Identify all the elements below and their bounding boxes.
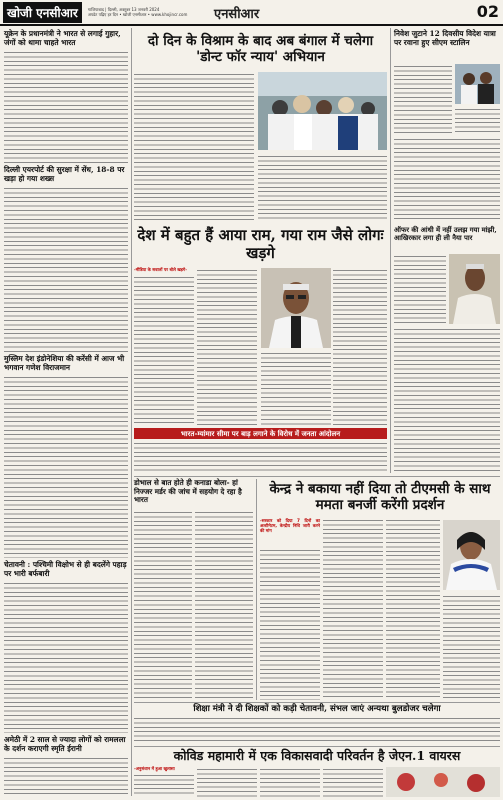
column-rule <box>256 479 257 700</box>
tmc-tag-block <box>260 518 320 533</box>
article-body <box>333 268 387 425</box>
article-body <box>323 518 383 700</box>
article-body <box>197 767 257 797</box>
strip-headline-bar <box>134 428 387 439</box>
virus-photo-image <box>386 767 500 797</box>
article-body <box>195 510 253 700</box>
virus-photo <box>386 767 500 797</box>
article-body <box>4 581 128 733</box>
article-snow <box>4 561 128 579</box>
kharge-photo-image <box>261 268 331 348</box>
row-rule <box>134 746 500 747</box>
article-body <box>260 548 320 700</box>
column-rule <box>131 28 132 796</box>
article-body <box>394 64 452 134</box>
section-title: एनसीआर <box>214 7 260 22</box>
main-headline: दो दिन के विश्राम के बाद अब बंगाल में चलेगा 'डोन्ट फॉर न्याय' अभियान <box>147 33 374 66</box>
article-stalin <box>394 30 500 48</box>
column-rule <box>390 28 391 473</box>
article-amethi <box>4 736 128 754</box>
headline: मुस्लिम देश इंडोनेशिया की करेंसी में आज भी भगवान गणेश विराजमान <box>4 354 125 372</box>
strip-headline: भारत-म्यांमार सीमा पर बाड़ लगाने के विरोध में जनता आंदोलन <box>180 429 341 438</box>
byline: -मीडिया के सवालों पर बोले खड़गे- <box>134 267 188 272</box>
article-teachers <box>134 704 500 714</box>
article-covid <box>134 748 500 763</box>
article-body <box>134 441 387 473</box>
rally-photo <box>258 72 387 150</box>
article-nyay-yatra <box>134 33 387 65</box>
article-kharge <box>134 226 387 262</box>
article-body <box>4 756 128 796</box>
covid-headline: कोविड महामारी में एक विकासवादी परिवर्तन है जेएन.1 वायरस <box>173 748 461 763</box>
rally-photo-image <box>258 72 387 150</box>
mamata-photo <box>443 520 500 590</box>
article-body <box>134 72 254 220</box>
article-body <box>260 767 320 797</box>
article-body <box>134 716 500 744</box>
article-airport <box>4 166 128 184</box>
tmc-headline: केन्द्र ने बकाया नहीं दिया तो टीएमसी के साथ ममता बनर्जी करेंगी प्रदर्शन <box>269 481 491 514</box>
article-body <box>323 767 383 797</box>
article-body <box>134 275 194 425</box>
teacher-headline: शिक्षा मंत्री ने दी शिक्षकों को कड़ी चेतावनी, संभल जाएं अन्यथा बुलडोजर चलेगा <box>193 704 441 714</box>
covid-tag-block <box>134 767 194 771</box>
article-body <box>258 154 387 220</box>
logo: खोजी एनसीआर <box>3 2 82 23</box>
headline: अमेठी में 2 साल से ज्यादा लोगों को रामलला के दर्शन कराएगी स्मृति ईरानी <box>4 735 126 753</box>
article-ukraine <box>4 30 128 48</box>
article-body <box>394 137 500 222</box>
row-rule <box>134 702 500 703</box>
date-line: गाजियाबाद | दिल्ली, अक्टूबर 13 जनवरी 2024 <box>87 7 160 12</box>
article-indonesia <box>4 355 128 373</box>
covid-tag: -अनुसंधान में हुआ खुलासा <box>134 766 175 771</box>
kharge-headline: देश में बहुत हैं आया राम, गया राम जैसे लोगः खड़गे <box>137 226 384 262</box>
sub-line: अपडेट पढ़िए हर दिन • खोजी एनसीआर • www.khojincr.com <box>87 12 188 17</box>
headline: ऑफर की आंधी में नहीं उलझ गया मांझी, आखिरकार लगा ही ली नैया पार <box>394 226 497 243</box>
article-body <box>134 510 192 700</box>
article-body <box>443 594 500 700</box>
masthead-meta <box>88 7 188 17</box>
article-mamata <box>260 481 500 513</box>
article-body <box>261 351 331 425</box>
page-number: 02 <box>476 2 499 21</box>
headline: यूक्रेन के प्रधानमंत्री ने भारत से लगाई गुहार, जंगों को थामा चाहते भारत <box>4 29 121 47</box>
stalin-photo-image <box>455 64 500 104</box>
mamata-photo-image <box>443 520 500 590</box>
article-body <box>197 268 257 425</box>
article-canada <box>134 479 252 505</box>
tmc-tag: -सरकार को दिया 7 दिनों का अल्टीमेटम, केन्द्रीय निधि जारी करने की मांग <box>260 518 320 533</box>
article-body <box>4 375 128 558</box>
masthead <box>0 0 503 26</box>
article-body <box>455 107 500 134</box>
article-manjhi <box>394 226 500 242</box>
headline: चेतावनी : पश्चिमी विक्षोभ से ही बदलेंगे पहाड़ पर भारी बर्फबारी <box>4 560 127 578</box>
headline: निवेश जुटाने 12 दिवसीय विदेश यात्रा पर रवाना हुए सीएम स्टालिन <box>394 29 496 47</box>
article-body <box>394 327 500 473</box>
headline: दिल्ली एयरपोर्ट की सुरक्षा में सेंध, 18-8 पर खड़ा हो गया शख्स <box>4 165 125 183</box>
article-body <box>394 254 446 324</box>
manjhi-photo-image <box>449 254 500 324</box>
article-body <box>4 186 128 352</box>
article-body <box>4 50 128 163</box>
article-body <box>134 773 194 797</box>
kharge-photo <box>261 268 331 348</box>
article-body <box>386 518 440 700</box>
manjhi-photo <box>449 254 500 324</box>
row-rule <box>134 476 500 477</box>
stalin-photo <box>455 64 500 104</box>
headline: डोभाल से बात होते ही कनाडा बोला- हां निज्जर मर्डर की जांच में सहयोग दे रहा है भारत <box>134 478 242 505</box>
